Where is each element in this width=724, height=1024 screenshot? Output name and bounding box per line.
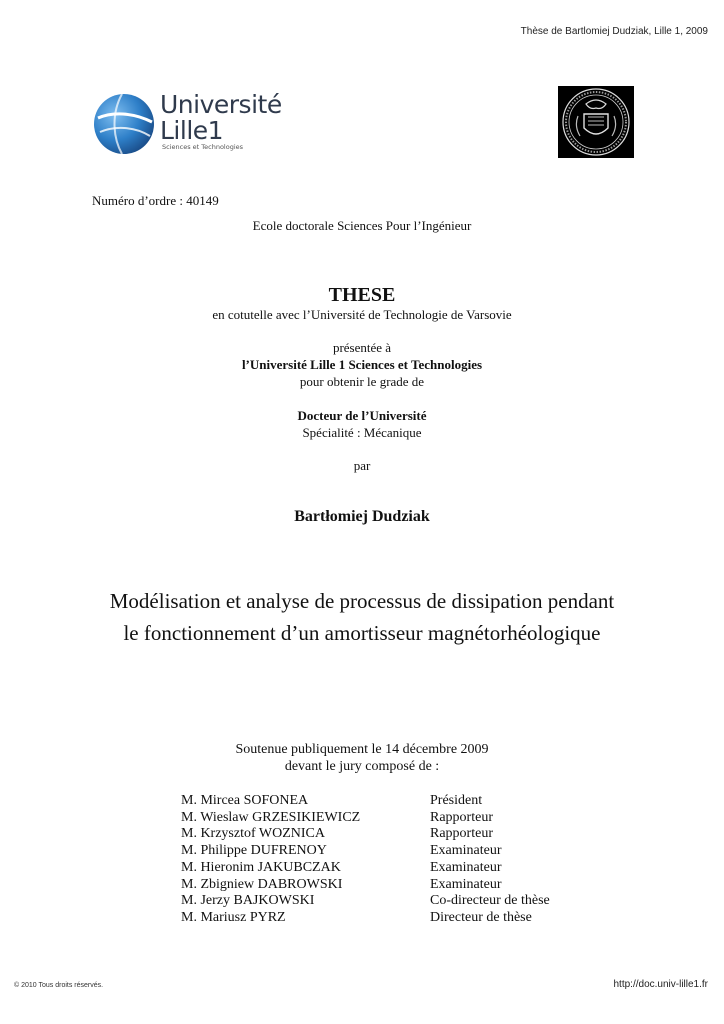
cotutelle-line: en cotutelle avec l’Université de Technologie de Varsovie (212, 307, 512, 322)
jury-member-role: Co-directeur de thèse (430, 893, 550, 909)
jury-member-name: M. Hieronim JAKUBCZAK (181, 859, 341, 875)
obtenir-line: pour obtenir le grade de (299, 374, 425, 389)
thesis-title-line-1: Modélisation et analyse de processus de dissipation pendant (109, 589, 615, 613)
jury-member-name: M. Wieslaw GRZESIKIEWICZ (181, 809, 361, 825)
thesis-title-line-2: le fonctionnement d’un amortisseur magnétorhéologique (123, 621, 601, 645)
jury-member-role: Président (430, 793, 483, 808)
logo-text-lille1: Lille1 (160, 116, 224, 145)
ecole-doctorale: Ecole doctorale Sciences Pour l’Ingénieur (252, 218, 472, 233)
warsaw-university-seal-icon (558, 86, 634, 158)
jury-member-name: M. Mircea SOFONEA (181, 793, 309, 808)
university-lille1-logo (92, 88, 282, 160)
globe-logo-icon (92, 92, 156, 156)
jury-intro-line: devant le jury composé de : (284, 759, 440, 774)
jury-row (181, 893, 601, 910)
header-note: Thèse de Bartlomiej Dudziak, Lille 1, 2009 (520, 26, 708, 37)
jury-row (181, 910, 601, 927)
jury-row (181, 877, 601, 894)
jury-member-name: M. Zbigniew DABROWSKI (181, 876, 343, 892)
author-name: Bartłomiej Dudziak (294, 508, 430, 525)
jury-list (181, 793, 601, 927)
docteur-line: Docteur de l’Université (297, 408, 427, 423)
jury-row (181, 793, 601, 810)
universite-line: l’Université Lille 1 Sciences et Technologies (241, 357, 483, 372)
jury-member-role: Rapporteur (430, 809, 493, 825)
copyright-footer: © 2010 Tous droits réservés. (14, 982, 104, 989)
jury-member-role: Rapporteur (430, 826, 493, 842)
jury-member-name: M. Mariusz PYRZ (181, 909, 286, 925)
numero-ordre: Numéro d’ordre : 40149 (92, 193, 219, 208)
jury-row (181, 826, 601, 843)
logo-text-universite: Université (160, 90, 282, 119)
jury-member-role: Examinateur (430, 876, 502, 892)
jury-row (181, 860, 601, 877)
presentee-line: présentée à (332, 340, 392, 355)
jury-member-name: M. Krzysztof WOZNICA (181, 826, 325, 842)
jury-row (181, 843, 601, 860)
soutenue-line: Soutenue publiquement le 14 décembre 2009 (235, 742, 489, 757)
specialite-line: Spécialité : Mécanique (302, 425, 422, 440)
logo-text-sciences: Sciences et Technologies (162, 143, 244, 151)
jury-row (181, 810, 601, 827)
jury-member-role: Examinateur (430, 843, 502, 859)
jury-member-role: Directeur de thèse (430, 909, 532, 925)
these-heading: THESE (328, 284, 396, 306)
jury-member-name: M. Jerzy BAJKOWSKI (181, 893, 315, 909)
jury-member-name: M. Philippe DUFRENOY (181, 843, 327, 859)
jury-member-role: Examinateur (430, 859, 502, 875)
par-line: par (353, 458, 371, 473)
source-url-link[interactable]: http://doc.univ-lille1.fr (613, 979, 708, 990)
